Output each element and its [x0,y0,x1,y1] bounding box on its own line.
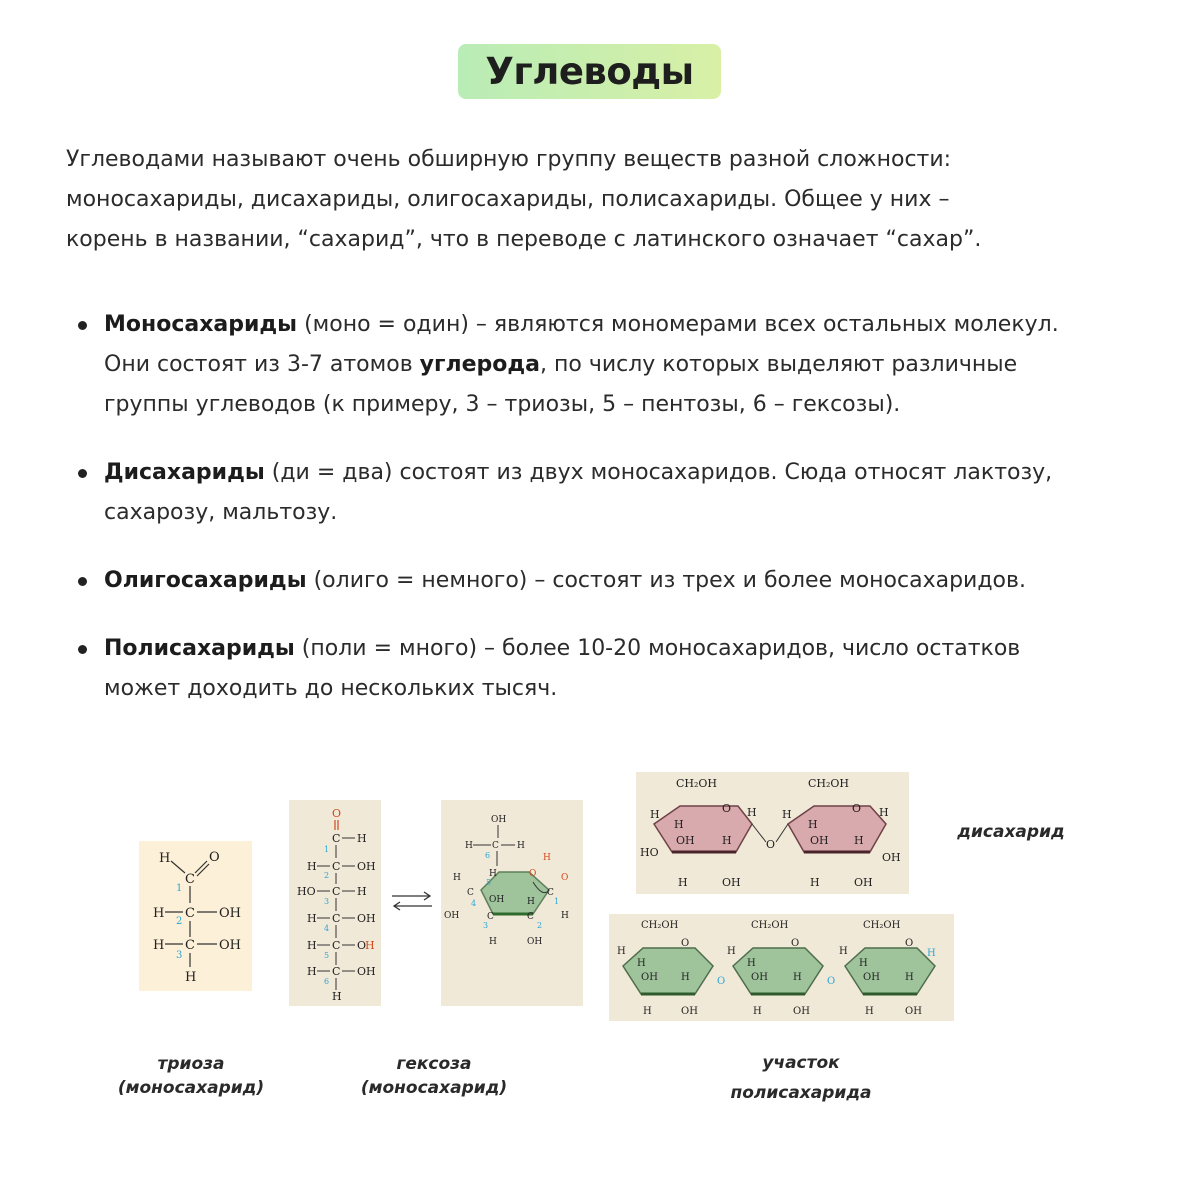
bullet-oligosaccharides [104,561,1134,601]
atom-label: OH [882,851,901,864]
bullet-term: Дисахариды [104,460,265,485]
carbon-number: 3 [483,921,489,930]
atom-label: OH [219,906,241,921]
atom-label: OH [722,876,741,889]
carbon-number: 3 [176,950,183,961]
atom-label: H [859,958,868,969]
atom-label: H [357,832,367,845]
carbon-number: 5 [324,951,330,960]
bullet-term: Олигосахариды [104,568,307,593]
carbon-number: 1 [176,883,183,894]
atom-label: OH [854,876,873,889]
atom-label: O [827,976,836,987]
carbon-number: 6 [485,851,491,860]
atom-label: OH [681,1006,698,1017]
atom-label: H [722,834,732,847]
atom-label: H [357,885,367,898]
atom-label: C [332,965,341,978]
carbon-number: 2 [324,871,330,880]
atom-label: HO [297,885,316,898]
bullet-dot [78,321,87,330]
atom-label: OH [357,912,376,925]
atom-label: OH [751,972,768,983]
atom-label: H [879,806,889,819]
atom-label: H [905,972,914,983]
atom-label: OH [357,965,376,978]
bullet-line: Дисахариды (ди = два) состоят из двух моносахаридов. Сюда относят лактозу, [104,460,1053,485]
carbon-number: 3 [324,897,330,906]
atom-label: OH [357,860,376,873]
bullet-line: Они состоят из 3-7 атомов углерода, по числу которых выделяют различные [104,352,1018,377]
atom-label: H [747,958,756,969]
atom-label: H [365,939,375,952]
polysaccharide-caption: участок полисахарида [730,1053,872,1103]
bullet-line: Моносахариды (моно = один) – являются мономерами всех остальных молекул. [104,312,1059,337]
atom-label: OH [793,1006,810,1017]
atom-label: H [527,897,535,907]
bullet-monosaccharides [104,305,1134,425]
atom-label: O [722,802,732,815]
atom-label: C [185,938,195,953]
atom-label: O [209,850,220,865]
hexose-ring-structure [441,800,583,1006]
page-title: Углеводы [485,50,694,93]
bullet-term: Полисахариды [104,636,295,661]
atom-label: H [643,1006,652,1017]
bullet-dot [78,645,87,654]
atom-label: H [489,869,497,879]
atom-label: H [681,972,690,983]
atom-label: H [854,834,864,847]
atom-label: H [793,972,802,983]
atom-label: O [561,873,569,883]
atom-label: OH [641,972,658,983]
bullet-polysaccharides [104,629,1134,709]
atom-label: OH [491,815,507,825]
carbon-number: 4 [324,924,330,933]
atom-label: C [332,939,341,952]
atom-label: O [905,938,914,949]
atom-label: H [465,841,473,851]
atom-label: H [307,939,317,952]
atom-label: H [307,912,317,925]
atom-label: CH₂OH [863,920,901,931]
atom-label: H [865,1006,874,1017]
bullet-term: Моносахариды [104,312,298,337]
atom-label: OH [489,895,505,905]
bullet-line: сахарозу, мальтозу. [104,500,338,525]
bullet-line: группы углеводов (к примеру, 3 – триозы, 5 – пентозы, 6 – гексозы). [104,392,901,417]
atom-label: H [153,938,165,953]
atom-label: H [810,876,820,889]
bullet-line: может доходить до нескольких тысяч. [104,676,558,701]
atom-label: H [727,946,736,957]
atom-label: H [185,970,197,985]
bold-term: углерода [419,352,541,377]
atom-label: H [782,808,792,821]
atom-label: C [487,912,494,922]
carbon-number: 1 [324,845,330,854]
atom-label: C [547,888,554,898]
intro-line: корень в названии, “сахарид”, что в переводе с латинского означает “сахар”. [66,227,982,252]
carbon-number: 5 [486,878,492,887]
atom-label: H [808,818,818,831]
atom-label: C [492,841,499,851]
atom-label: H [332,990,342,1003]
atom-label: H [637,958,646,969]
bullet-disaccharides [104,453,1134,533]
atom-label: C [332,860,341,873]
atom-label: O [852,802,862,815]
atom-label: OH [527,937,543,947]
atom-label: CH₂OH [676,777,718,790]
atom-label: H [674,818,684,831]
intro-line: Углеводами называют очень обширную группу веществ разной сложности: [66,147,952,172]
atom-label: H [307,965,317,978]
atom-label: H [839,946,848,957]
hexose-caption: гексоза (моносахарид) [360,1054,508,1098]
atom-label: H [543,853,551,863]
carbon-number: 4 [471,899,477,908]
atom-label: OH [863,972,880,983]
page-title-badge [458,44,721,99]
bullet-dot [78,577,87,586]
carbon-number: 1 [554,897,560,906]
bullet-dot [78,469,87,478]
atom-label: CH₂OH [641,920,679,931]
atom-label: H [453,873,461,883]
equilibrium-arrows-icon [390,890,434,912]
disaccharide-caption: дисахарид [957,822,1065,842]
atom-label: OH [676,834,695,847]
atom-label: C [332,885,341,898]
atom-label: H [650,808,660,821]
atom-label: O [766,838,776,851]
atom-label: H [489,937,497,947]
atom-label: O [332,807,342,820]
atom-label: O [681,938,690,949]
atom-label: H [617,946,626,957]
disaccharide-structure [636,772,909,894]
atom-label: H [561,911,569,921]
atom-label: O [717,976,726,987]
triose-caption: триоза (моносахарид) [117,1054,265,1098]
atom-label: H [753,1006,762,1017]
atom-label: CH₂OH [808,777,850,790]
atom-label: H [153,906,165,921]
atom-label: H [678,876,688,889]
atom-label: OH [444,911,460,921]
polysaccharide-structure [609,914,954,1021]
atom-label: O [357,939,367,952]
atom-label: HO [640,846,659,859]
atom-label: CH₂OH [751,920,789,931]
atom-label: H [747,806,757,819]
atom-label: H [927,948,936,959]
atom-label: C [185,872,195,887]
atom-label: C [332,832,341,845]
atom-label: C [467,888,474,898]
carbon-number: 2 [537,921,543,930]
atom-label: OH [905,1006,922,1017]
intro-line: моносахариды, дисахариды, олигосахариды, полисахариды. Общее у них – [66,187,950,212]
atom-label: C [332,912,341,925]
carbon-number: 6 [324,977,330,986]
atom-label: H [307,860,317,873]
atom-label: O [791,938,800,949]
bullet-line: Олигосахариды (олиго = немного) – состоят из трех и более моносахаридов. [104,568,1026,593]
intro-paragraph [66,140,1116,260]
carbon-number: 2 [176,916,183,927]
atom-label: C [527,912,534,922]
atom-label: O [529,869,537,879]
atom-label: OH [219,938,241,953]
atom-label: H [159,851,171,866]
bullet-line: Полисахариды (поли = много) – более 10-20 моносахаридов, число остатков [104,636,1021,661]
hexose-linear-structure [289,800,381,1006]
atom-label: OH [810,834,829,847]
triose-structure [139,841,252,991]
atom-label: C [185,906,195,921]
atom-label: H [517,841,525,851]
